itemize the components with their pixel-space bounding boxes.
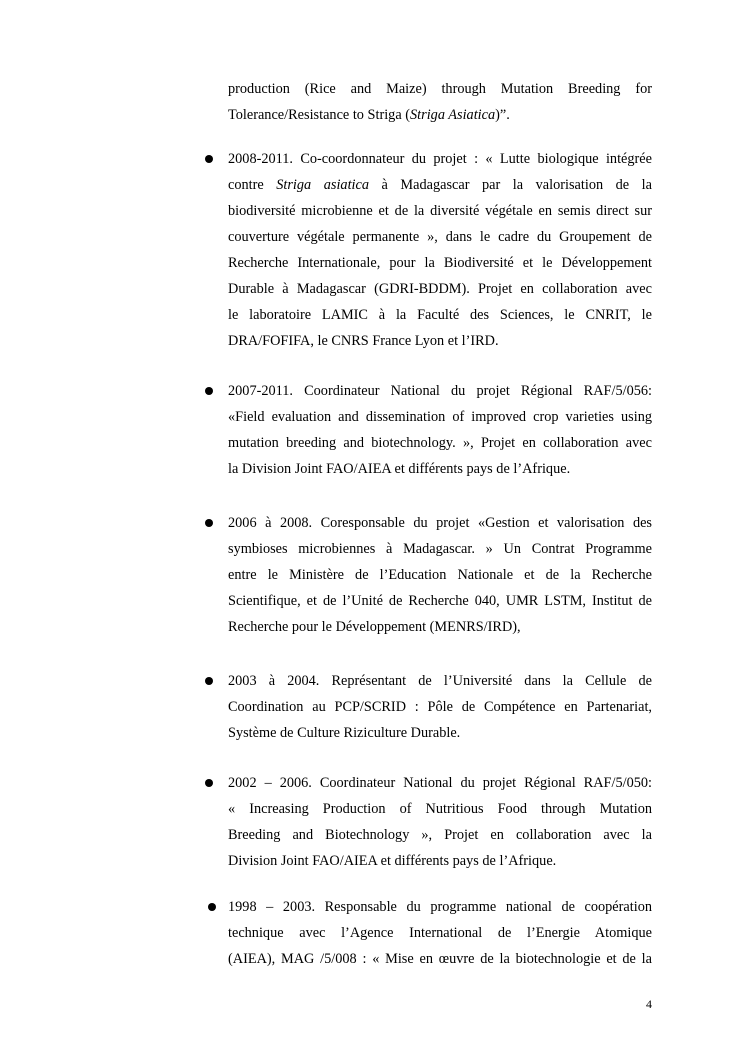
paragraph-line: symbioses microbiennes à Madagascar. » Un Contrat Programme bbox=[228, 541, 652, 557]
text-run: )”. bbox=[495, 107, 510, 123]
paragraph-line: 1998 – 2003. Responsable du programme national de coopération bbox=[228, 899, 652, 915]
bullet-icon bbox=[205, 779, 213, 787]
text-run: Tolerance/Resistance to Striga ( bbox=[228, 107, 411, 123]
paragraph-line: 2002 – 2006. Coordinateur National du projet Régional RAF/5/050: bbox=[228, 775, 652, 791]
paragraph-line: Breeding and Biotechnology », Projet en collaboration avec la bbox=[228, 827, 652, 843]
paragraph-line: le laboratoire LAMIC à la Faculté des Sciences, le CNRIT, le bbox=[228, 307, 652, 323]
paragraph-line: 2007-2011. Coordinateur National du projet Régional RAF/5/056: bbox=[228, 383, 652, 399]
paragraph-line: Système de Culture Riziculture Durable. bbox=[228, 725, 461, 741]
italic-text: Striga Asiatica bbox=[410, 107, 496, 123]
paragraph-line: «Field evaluation and dissemination of improved crop varieties using bbox=[228, 409, 652, 425]
paragraph-line: mutation breeding and biotechnology. », Projet en collaboration avec bbox=[228, 435, 652, 451]
page-number: 4 bbox=[646, 997, 652, 1011]
bullet-icon bbox=[205, 387, 213, 395]
paragraph-line: la Division Joint FAO/AIEA et différents pays de l’Afrique. bbox=[228, 461, 571, 477]
italic-text: Striga asiatica bbox=[276, 177, 370, 193]
text-run: contre bbox=[228, 177, 277, 193]
bullet-icon bbox=[205, 677, 213, 685]
paragraph-line: 2008-2011. Co-coordonnateur du projet : « Lutte biologique intégrée bbox=[228, 151, 652, 167]
text-run: à Madagascar par la valorisation de la bbox=[369, 177, 652, 193]
paragraph-line bbox=[228, 106, 652, 124]
paragraph-line: Scientifique, et de l’Unité de Recherche 040, UMR LSTM, Institut de bbox=[228, 593, 652, 609]
paragraph-line: « Increasing Production of Nutritious Food through Mutation bbox=[228, 801, 652, 817]
paragraph-line: production (Rice and Maize) through Mutation Breeding for bbox=[228, 81, 652, 97]
paragraph-line: 2006 à 2008. Coresponsable du projet «Gestion et valorisation des bbox=[228, 515, 652, 531]
paragraph-line: Durable à Madagascar (GDRI-BDDM). Projet en collaboration avec bbox=[228, 281, 652, 297]
bullet-icon bbox=[205, 155, 213, 163]
paragraph-line: 2003 à 2004. Représentant de l’Université dans la Cellule de bbox=[228, 673, 652, 689]
paragraph-line: Coordination au PCP/SCRID : Pôle de Compétence en Partenariat, bbox=[228, 699, 652, 715]
paragraph-line: Recherche pour le Développement (MENRS/IRD), bbox=[228, 619, 521, 635]
bullet-icon bbox=[205, 519, 213, 527]
paragraph-line: Recherche Internationale, pour la Biodiversité et le Développement bbox=[228, 255, 652, 271]
paragraph-line: technique avec l’Agence International de l’Energie Atomique bbox=[228, 925, 652, 941]
paragraph-line: entre le Ministère de l’Education Nationale et de la Recherche bbox=[228, 567, 652, 583]
paragraph-line: couverture végétale permanente », dans le cadre du Groupement de bbox=[228, 229, 652, 245]
paragraph-line: Division Joint FAO/AIEA et différents pays de l’Afrique. bbox=[228, 853, 557, 869]
bullet-icon bbox=[208, 903, 216, 911]
paragraph-line: (AIEA), MAG /5/008 : « Mise en œuvre de la biotechnologie et de la bbox=[228, 951, 652, 967]
paragraph-line: DRA/FOFIFA, le CNRS France Lyon et l’IRD. bbox=[228, 333, 499, 349]
paragraph-line bbox=[228, 176, 652, 194]
paragraph-line: biodiversité microbienne et de la diversité végétale en semis direct sur bbox=[228, 203, 652, 219]
